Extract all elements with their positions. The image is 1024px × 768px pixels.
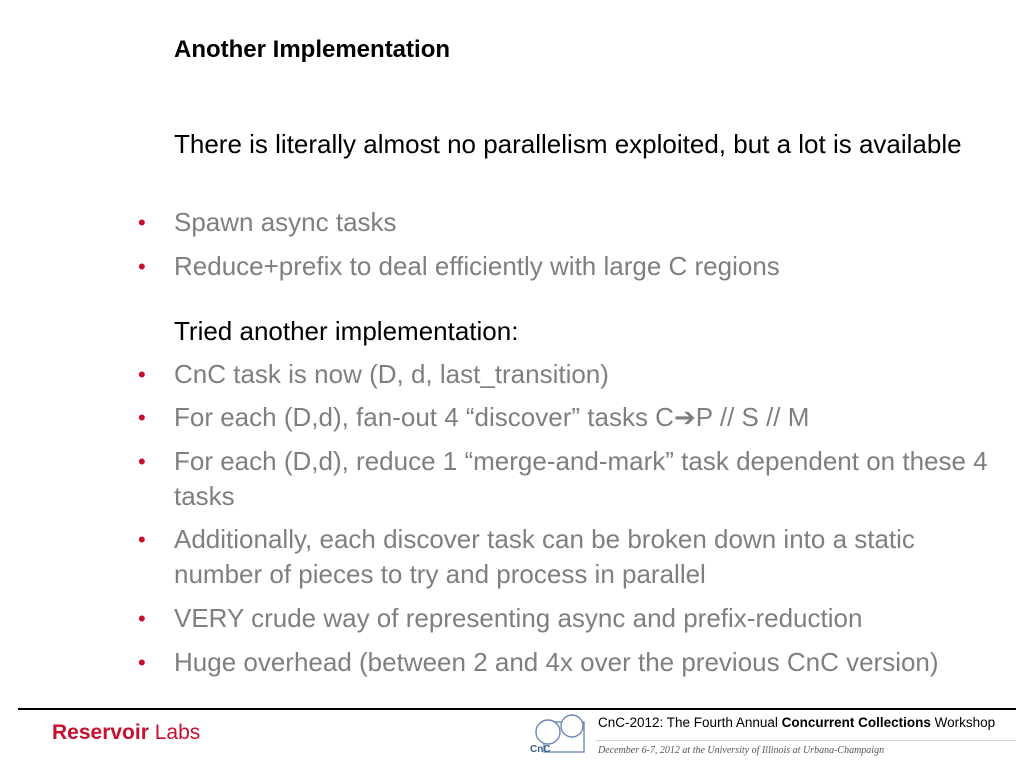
bullet-dot: • (138, 527, 146, 552)
workshop-date-location: December 6-7, 2012 at the University of Illinois at Urbana-Champaign (598, 745, 885, 756)
intro-paragraph: There is literally almost no parallelism exploited, but a lot is available (174, 129, 962, 159)
bullet-text: Spawn async tasks (174, 207, 397, 237)
bullet-text: Additionally, each discover task can be broken down into a static number of pieces to try and process in parallel (174, 524, 915, 589)
bullet-item (138, 601, 998, 636)
bullet-text: Huge overhead (between 2 and 4x over the previous CnC version) (174, 647, 939, 677)
bullet-text: Reduce+prefix to deal efficiently with large C regions (174, 251, 780, 281)
bullet-text-pre: For each (D,d), fan-out 4 “discover” tasks C (174, 402, 674, 432)
cnc-workshop-logo-icon (528, 712, 590, 761)
bullet-item (138, 357, 998, 392)
reservoir-labs-logo (52, 720, 200, 746)
tried-paragraph: Tried another implementation: (174, 316, 519, 346)
bullet-dot: • (138, 405, 146, 430)
brand-name-strong: Reservoir (52, 721, 149, 744)
workshop-title-post: Workshop (930, 715, 996, 730)
bullet-text: CnC task is now (D, d, last_transition) (174, 359, 609, 389)
bullet-dot: • (138, 362, 146, 387)
footer-divider (18, 708, 1016, 710)
bullet-dot: • (138, 449, 146, 474)
brand-name-rest: Labs (148, 721, 201, 744)
workshop-title-pre: CnC-2012: The Fourth Annual (598, 715, 782, 730)
bullet-text (174, 400, 998, 436)
bullet-item (138, 645, 998, 680)
bullet-item (138, 444, 998, 514)
bullet-dot: • (138, 650, 146, 675)
bullet-dot: • (138, 210, 146, 235)
bullet-item (138, 249, 998, 284)
bullet-item (138, 205, 998, 240)
workshop-title (598, 714, 995, 732)
bullet-text: VERY crude way of representing async and prefix-reduction (174, 603, 863, 633)
logo-text: CnC (530, 744, 551, 755)
bullet-dot: • (138, 606, 146, 631)
bullet-item (138, 400, 998, 436)
bullet-dot: • (138, 254, 146, 279)
bullet-item (138, 522, 998, 592)
workshop-divider (596, 740, 1016, 741)
workshop-title-strong: Concurrent Collections (781, 715, 931, 730)
right-arrow-icon: ➔ (673, 403, 696, 433)
slide-title: Another Implementation (174, 36, 451, 63)
bullet-text-post: P // S // M (695, 402, 810, 432)
bullet-text: For each (D,d), reduce 1 “merge-and-mark” task dependent on these 4 tasks (174, 446, 988, 511)
